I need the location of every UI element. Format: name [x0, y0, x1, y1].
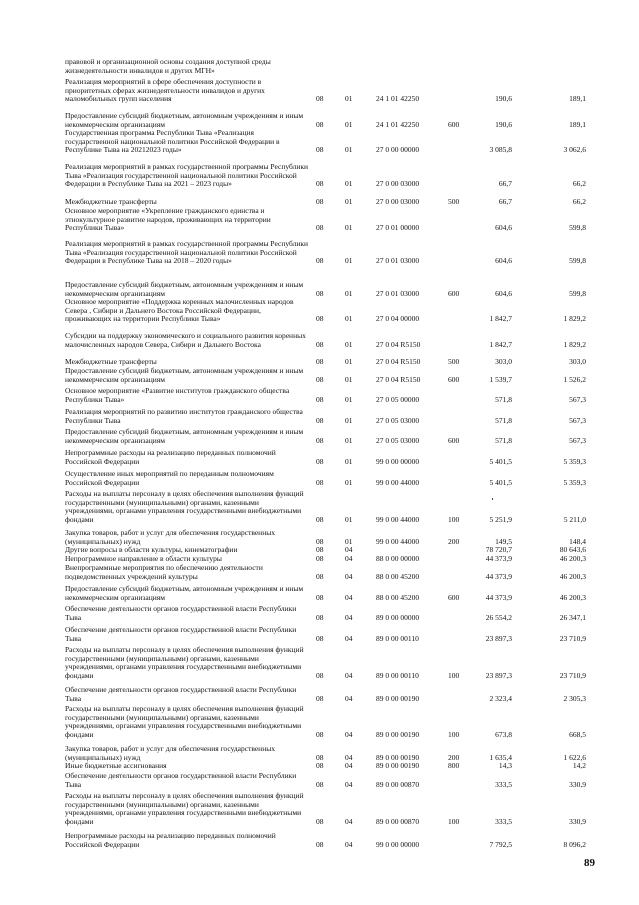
amount-year-2: 23 710,9: [559, 670, 586, 680]
target-article-code: 24 1 01 42250: [376, 119, 420, 129]
amount-year-2: 330,9: [569, 816, 586, 826]
row-description: Осуществление иных мероприятий по переданным полномочиям Российской Федерации: [65, 469, 274, 487]
amount-year-2: 599,8: [569, 256, 586, 266]
target-article-code: 89 0 00 00190: [376, 729, 420, 739]
amount-year-1: 604,6: [495, 256, 512, 266]
subsection-code: 01: [345, 197, 353, 206]
amount-year-2: 567,3: [569, 415, 586, 425]
amount-year-2: 5 359,3: [563, 477, 586, 487]
target-article-code: 24 1 01 42250: [376, 94, 420, 104]
row-description: Предоставление субсидий бюджетным, автономным учреждениям и иным некоммерческим организациям: [65, 111, 304, 129]
amount-year-1: 5 401,5: [489, 456, 512, 466]
section-code: 08: [316, 752, 324, 762]
amount-year-2: 2 305,3: [563, 693, 586, 703]
page-number: 89: [584, 857, 595, 869]
row-description: Межбюджетные трансферты: [65, 357, 157, 366]
subsection-code: 04: [345, 816, 353, 826]
amount-year-2: 599,8: [569, 288, 586, 298]
amount-year-2: 80 643,6: [559, 545, 586, 554]
row-description: Расходы на выплаты персоналу в целях обеспечения выполнения функций государственными (муниципальными) органами, казенными учреждениями, органами управления государственными внебюджетными фондами: [65, 704, 304, 739]
row-description: Основное мероприятие «Укрепление гражданского единства и этнокультурное развитие народов, проживающих на территории Республики Тыва»: [65, 206, 271, 233]
subsection-code: 04: [345, 839, 353, 849]
section-code: 08: [316, 339, 324, 349]
row-description: Расходы на выплаты персоналу в целях обеспечения выполнения функций государственными (муниципальными) органами, казенными учреждениями, органами управления государственными внебюджетными фондами: [65, 791, 304, 826]
amount-year-2: 66,2: [572, 197, 586, 206]
target-article-code: 99 0 00 44000: [376, 536, 420, 546]
scan-mark: [492, 498, 493, 500]
amount-year-1: 23 897,3: [485, 670, 512, 680]
row-description: Субсидии на поддержку экономического и социального развития коренных малочисленных народов Севера, Сибири и Дальнего Востока: [65, 331, 306, 349]
target-article-code: 88 0 00 45200: [376, 592, 420, 602]
section-code: 08: [316, 554, 324, 563]
row-description: Закупка товаров, работ и услуг для обеспечения государственных (муниципальных) нужд: [65, 528, 276, 546]
section-code: 08: [316, 729, 324, 739]
target-article-code: 89 0 00 00000: [376, 612, 420, 622]
row-description: Обеспечение деятельности органов государственной власти Республики Тыва: [65, 685, 297, 703]
target-article-code: 89 0 00 00110: [376, 633, 419, 643]
expense-type-code: 100: [448, 816, 460, 826]
expense-type-code: 600: [448, 374, 460, 384]
amount-year-2: 189,1: [569, 94, 586, 104]
row-description: Закупка товаров, работ и услуг для обеспечения государственных (муниципальных) нужд: [65, 744, 276, 762]
amount-year-1: 44 373,9: [485, 571, 512, 581]
amount-year-2: 14,2: [572, 761, 586, 770]
amount-year-2: 66,2: [572, 179, 586, 189]
subsection-code: 01: [345, 536, 353, 546]
subsection-code: 01: [345, 223, 353, 233]
row-description: Реализация мероприятий в рамках государственной программы Республики Тыва «Реализация государственной национальной политики Российской Федерации в Республике Тыва на 2021 – 2023 годы»: [65, 162, 309, 189]
subsection-code: 04: [345, 779, 353, 789]
target-article-code: 99 0 00 00000: [376, 456, 420, 466]
amount-year-2: 1 829,2: [563, 339, 586, 349]
row-description: Непрограммное направление в области культуры: [65, 554, 222, 563]
section-code: 08: [316, 816, 324, 826]
section-code: 08: [316, 179, 324, 189]
section-code: 08: [316, 94, 324, 104]
subsection-code: 01: [345, 119, 353, 129]
subsection-code: 04: [345, 729, 353, 739]
row-description: Иные бюджетные ассигнования: [65, 761, 167, 770]
expense-type-code: 600: [448, 435, 460, 445]
row-description: Обеспечение деятельности органов государственной власти Республики Тыва: [65, 604, 297, 622]
target-article-code: 27 0 00 03000: [376, 197, 420, 206]
target-article-code: 89 0 00 00190: [376, 752, 420, 762]
amount-year-1: 604,6: [495, 223, 512, 233]
subsection-code: 04: [345, 592, 353, 602]
section-code: 08: [316, 536, 324, 546]
amount-year-2: 5 211,0: [563, 514, 586, 524]
target-article-code: 27 0 00 00000: [376, 145, 420, 155]
amount-year-1: 190,6: [495, 119, 512, 129]
target-article-code: 89 0 00 00190: [376, 693, 420, 703]
row-description: Основное мероприятие «Развитие институтов гражданского общества Республики Тыва»: [65, 386, 290, 404]
amount-year-1: 1 842,7: [489, 314, 512, 324]
subsection-code: 01: [345, 394, 353, 404]
amount-year-2: 330,9: [569, 779, 586, 789]
section-code: 08: [316, 779, 324, 789]
expense-type-code: 500: [448, 197, 460, 206]
amount-year-2: 599,8: [569, 223, 586, 233]
expense-type-code: 500: [448, 357, 460, 366]
subsection-code: 01: [345, 435, 353, 445]
row-description: Предоставление субсидий бюджетным, автономным учреждениям и иным некоммерческим организациям: [65, 280, 304, 298]
amount-year-1: 26 554,2: [485, 612, 512, 622]
target-article-code: 27 0 04 R5150: [376, 357, 421, 366]
subsection-code: 04: [345, 571, 353, 581]
row-description: Предоставление субсидий бюджетным, автономным учреждениям и иным некоммерческим организациям: [65, 584, 304, 602]
amount-year-2: 668,5: [569, 729, 586, 739]
target-article-code: 27 0 05 00000: [376, 394, 420, 404]
amount-year-1: 190,6: [495, 94, 512, 104]
amount-year-2: 46 200,3: [559, 592, 586, 602]
row-description: Другие вопросы в области культуры, кинематографии: [65, 545, 238, 554]
subsection-code: 01: [345, 256, 353, 266]
section-code: 08: [316, 633, 324, 643]
amount-year-1: 1 842,7: [489, 339, 512, 349]
target-article-code: 27 0 05 03000: [376, 435, 420, 445]
amount-year-1: 44 373,9: [485, 554, 512, 563]
row-description: правовой и организационной основы создания доступной среды жизнедеятельности инвалидов и других МГН»: [65, 57, 271, 75]
amount-year-2: 567,3: [569, 435, 586, 445]
subsection-code: 01: [345, 179, 353, 189]
section-code: 08: [316, 394, 324, 404]
section-code: 08: [316, 357, 324, 366]
amount-year-1: 604,6: [495, 288, 512, 298]
row-description: Реализация мероприятий в рамках государственной программы Республики Тыва «Реализация государственной национальной политики Российской Федерации в Республике Тыва на 2018 – 2020 годы»: [65, 239, 309, 266]
subsection-code: 01: [345, 374, 353, 384]
amount-year-1: 673,8: [495, 729, 512, 739]
subsection-code: 01: [345, 288, 353, 298]
row-description: Реализация мероприятий в сфере обеспечения доступности в приоритетных сферах жизнедеятельности инвалидов и других маломобильных групп населения: [65, 77, 265, 104]
subsection-code: 01: [345, 94, 353, 104]
target-article-code: 89 0 00 00110: [376, 670, 419, 680]
subsection-code: 04: [345, 554, 353, 563]
amount-year-2: 23 710,9: [559, 633, 586, 643]
amount-year-1: 66,7: [498, 179, 512, 189]
section-code: 08: [316, 145, 324, 155]
target-article-code: 89 0 00 00870: [376, 816, 420, 826]
subsection-code: 01: [345, 514, 353, 524]
section-code: 08: [316, 670, 324, 680]
amount-year-2: 1 622,6: [563, 752, 586, 762]
section-code: 08: [316, 693, 324, 703]
section-code: 08: [316, 374, 324, 384]
amount-year-2: 46 200,3: [559, 571, 586, 581]
section-code: 08: [316, 612, 324, 622]
expense-type-code: 600: [448, 119, 460, 129]
target-article-code: 27 0 00 03000: [376, 179, 420, 189]
section-code: 08: [316, 456, 324, 466]
subsection-code: 01: [345, 357, 353, 366]
expense-type-code: 200: [448, 752, 460, 762]
subsection-code: 01: [345, 415, 353, 425]
amount-year-1: 2 323,4: [489, 693, 512, 703]
amount-year-1: 571,8: [495, 394, 512, 404]
section-code: 08: [316, 761, 324, 770]
subsection-code: 04: [345, 545, 353, 554]
section-code: 08: [316, 571, 324, 581]
row-description: Обеспечение деятельности органов государственной власти Республики Тыва: [65, 625, 297, 643]
expense-type-code: 100: [448, 514, 460, 524]
row-description: Реализация мероприятий по развитию институтов гражданского общества Республики Тыва: [65, 407, 303, 425]
expense-type-code: 100: [448, 729, 460, 739]
amount-year-1: 5 251,9: [489, 514, 512, 524]
amount-year-1: 149,5: [495, 536, 512, 546]
subsection-code: 04: [345, 670, 353, 680]
section-code: 08: [316, 545, 324, 554]
amount-year-2: 1 526,2: [563, 374, 586, 384]
subsection-code: 01: [345, 456, 353, 466]
target-article-code: 88 0 00 45200: [376, 571, 420, 581]
section-code: 08: [316, 514, 324, 524]
row-description: Расходы на выплаты персоналу в целях обеспечения выполнения функций государственными (муниципальными) органами, казенными учреждениями, органами управления государственными внебюджетными фондами: [65, 489, 304, 524]
target-article-code: 89 0 00 00190: [376, 761, 420, 770]
expense-type-code: 200: [448, 536, 460, 546]
amount-year-2: 148,4: [569, 536, 586, 546]
amount-year-1: 7 792,5: [489, 839, 512, 849]
amount-year-2: 3 062,6: [563, 145, 586, 155]
section-code: 08: [316, 119, 324, 129]
amount-year-2: 1 829,2: [563, 314, 586, 324]
row-description: Расходы на выплаты персоналу в целях обеспечения выполнения функций государственными (муниципальными) органами, казенными учреждениями, органами управления государственными внебюджетными фондами: [65, 645, 304, 680]
section-code: 08: [316, 288, 324, 298]
row-description: Государственная программа Республики Тыва «Реализация государственной национальной политики Российской Федерации в Республике Тыва на 20212023 годы»: [65, 128, 280, 155]
target-article-code: 27 0 05 03000: [376, 415, 420, 425]
target-article-code: 99 0 00 44000: [376, 477, 420, 487]
expense-type-code: 600: [448, 592, 460, 602]
target-article-code: 27 0 01 03000: [376, 256, 420, 266]
section-code: 08: [316, 314, 324, 324]
amount-year-2: 303,0: [569, 357, 586, 366]
row-description: Межбюджетные трансферты: [65, 197, 157, 206]
amount-year-1: 5 401,5: [489, 477, 512, 487]
amount-year-2: 567,3: [569, 394, 586, 404]
subsection-code: 04: [345, 752, 353, 762]
section-code: 08: [316, 197, 324, 206]
target-article-code: 27 0 04 R5150: [376, 339, 421, 349]
amount-year-1: 66,7: [498, 197, 512, 206]
target-article-code: 99 0 00 00000: [376, 839, 420, 849]
amount-year-1: 1 539,7: [489, 374, 512, 384]
section-code: 08: [316, 592, 324, 602]
target-article-code: 88 0 00 00000: [376, 554, 420, 563]
amount-year-2: 26 347,1: [559, 612, 586, 622]
subsection-code: 01: [345, 477, 353, 487]
row-description: Обеспечение деятельности органов государственной власти Республики Тыва: [65, 771, 297, 789]
amount-year-1: 78 720,7: [485, 545, 512, 554]
row-description: Предоставление субсидий бюджетным, автономным учреждениям и иным некоммерческим организациям: [65, 427, 304, 445]
amount-year-2: 46 200,3: [559, 554, 586, 563]
amount-year-1: 333,5: [495, 779, 512, 789]
section-code: 08: [316, 415, 324, 425]
subsection-code: 04: [345, 693, 353, 703]
target-article-code: 27 0 04 R5150: [376, 374, 421, 384]
amount-year-1: 303,0: [495, 357, 512, 366]
subsection-code: 04: [345, 612, 353, 622]
section-code: 08: [316, 839, 324, 849]
target-article-code: 27 0 04 00000: [376, 314, 420, 324]
target-article-code: 99 0 00 44000: [376, 514, 420, 524]
amount-year-1: 571,8: [495, 435, 512, 445]
expense-type-code: 800: [448, 761, 460, 770]
amount-year-1: 571,8: [495, 415, 512, 425]
row-description: Непрограммные расходы на реализацию переданных полномочий Российской Федерации: [65, 831, 276, 849]
amount-year-1: 1 635,4: [489, 752, 512, 762]
subsection-code: 01: [345, 339, 353, 349]
target-article-code: 89 0 00 00870: [376, 779, 420, 789]
row-description: Внепрограммные мероприятия по обеспечению деятельности подведомственных учреждений культуры: [65, 563, 263, 581]
target-article-code: 27 0 01 03000: [376, 288, 420, 298]
expense-type-code: 100: [448, 670, 460, 680]
amount-year-1: 333,5: [495, 816, 512, 826]
amount-year-2: 5 359,3: [563, 456, 586, 466]
expense-type-code: 600: [448, 288, 460, 298]
section-code: 08: [316, 477, 324, 487]
amount-year-1: 3 085,8: [489, 145, 512, 155]
subsection-code: 01: [345, 314, 353, 324]
section-code: 08: [316, 223, 324, 233]
amount-year-2: 189,1: [569, 119, 586, 129]
amount-year-1: 23 897,3: [485, 633, 512, 643]
subsection-code: 04: [345, 761, 353, 770]
target-article-code: 27 0 01 00000: [376, 223, 420, 233]
amount-year-1: 44 373,9: [485, 592, 512, 602]
section-code: 08: [316, 256, 324, 266]
section-code: 08: [316, 435, 324, 445]
subsection-code: 01: [345, 145, 353, 155]
subsection-code: 04: [345, 633, 353, 643]
row-description: Непрограммные расходы на реализацию переданных полномочий Российской Федерации: [65, 448, 276, 466]
row-description: Основное мероприятие «Поддержка коренных малочисленных народов Севера , Сибири и Дальнего Востока Российской Федерации, проживающих на территории Республики Тыва»: [65, 297, 294, 324]
amount-year-1: 14,3: [498, 761, 512, 770]
row-description: Предоставление субсидий бюджетным, автономным учреждениям и иным некоммерческим организациям: [65, 366, 304, 384]
amount-year-2: 8 096,2: [563, 839, 586, 849]
